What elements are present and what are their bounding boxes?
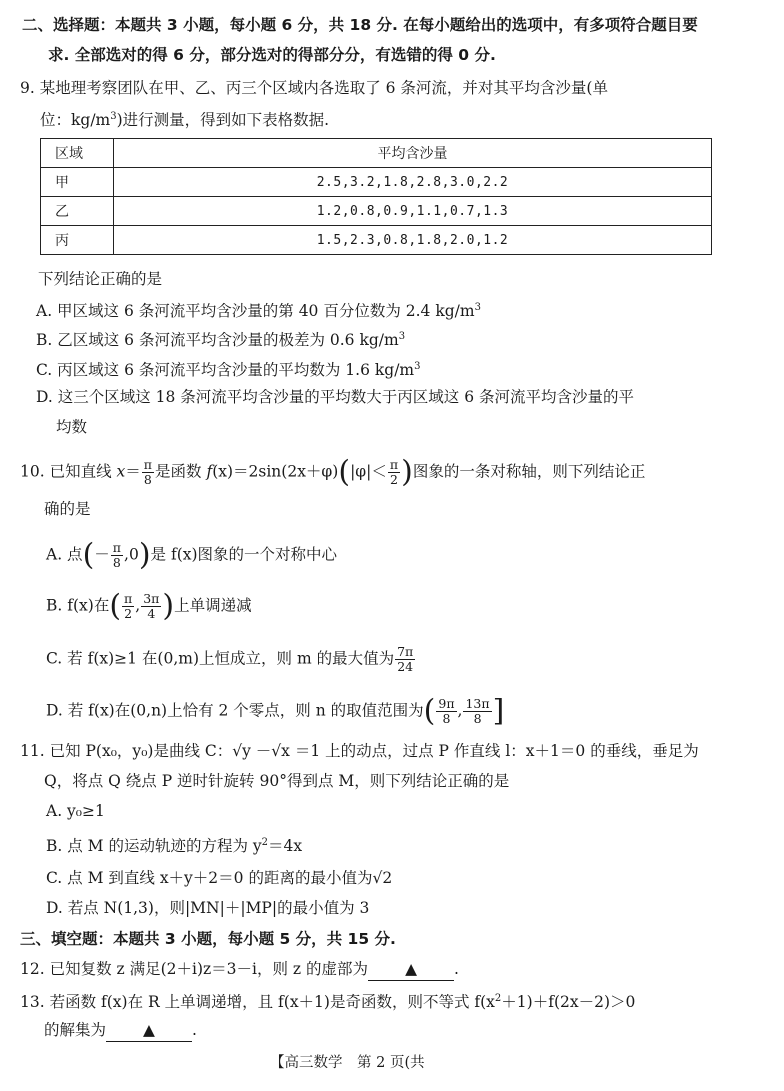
table-row <box>41 168 712 197</box>
q9-stem-line1: 9. 某地理考察团队在甲、乙、丙三个区域内各选取了 6 条河流，并对其平均含沙量(单 <box>20 79 608 97</box>
q9-option-c: C. 丙区域这 6 条河流平均含沙量的平均数为 1.6 $kg/m^3$ <box>36 361 421 380</box>
section3-heading: 三、填空题：本题共 3 小题，每小题 5 分，共 15 分. <box>20 930 396 948</box>
q11-stem-line2: Q，将点 Q 绕点 P 逆时针旋转 90°得到点 M，则下列结论正确的是 <box>44 772 510 790</box>
q10-option-b: B. f(x)在( $\frac{\pi}{2}$ , $\frac{3\pi}{4}$ )上单调递减 <box>46 588 252 624</box>
q9-option-a: A. 甲区域这 6 条河流平均含沙量的第 40 百分位数为 2.4 $kg/m^3$ <box>36 302 481 321</box>
q11-option-c: C. 点 M 到直线 x＋y＋2＝0 的距离的最小值为√2 <box>46 869 393 887</box>
q11-stem-line1: 11. 已知 P(x₀，y₀)是曲线 C：√y －√x ＝1 上的动点，过点 P 作直线 l：x＋1＝0 的垂线，垂足为 <box>20 742 699 760</box>
table-header-sediment: 平均含沙量 <box>114 139 712 168</box>
q11-option-b: B. 点 M 的运动轨迹的方程为 $y^2=4x$ <box>46 837 303 856</box>
q12-stem: 12. 已知复数 z 满足(2＋i)z＝3－i，则 z 的虚部为 ▲ . <box>20 958 459 981</box>
table-cell-values: 1.2,0.8,0.9,1.1,0.7,1.3 <box>114 197 712 226</box>
q9-option-b: B. 乙区域这 6 条河流平均含沙量的极差为 0.6 $kg/m^3$ <box>36 331 406 350</box>
q9-stem-line2: 位：$kg/m^3$)进行测量，得到如下表格数据. <box>40 111 330 130</box>
section2-heading-line2: 求. 全部选对的得 6 分，部分选对的得部分分，有选错的得 0 分. <box>48 46 496 64</box>
q10-stem-line1: 10. 已知直线 x＝ $\frac{\pi}{8}$ 是函数 f(x)＝2sin(2x＋φ)(|φ|＜ $\frac{\pi}{2}$ )图象的一条对称轴，则下列结论正 <box>20 454 646 490</box>
table-row <box>41 226 712 255</box>
q10-option-d: D. 若 f(x)在(0,n)上恰有 2 个零点，则 n 的取值范围为( $\frac{9\pi}{8}$ , $\frac{13\pi}{8}$ ] <box>46 693 505 729</box>
triangle-marker-icon: ▲ <box>405 960 417 978</box>
fraction-13pi-over-8: $\frac{13\pi}{8}$ <box>465 696 490 726</box>
q10-option-a: A. 点(－ $\frac{\pi}{8}$ ,0)是 f(x)图象的一个对称中心 <box>46 537 338 573</box>
q9-question: 下列结论正确的是 <box>38 270 163 288</box>
fraction-9pi-over-8: $\frac{9\pi}{8}$ <box>438 696 455 726</box>
fraction-7pi-over-24: $\frac{7\pi}{24}$ <box>397 644 414 674</box>
page-footer: 【高三数学 第 2 页(共 <box>270 1055 425 1071</box>
section2-heading-line1: 二、选择题：本题共 3 小题，每小题 6 分，共 18 分. 在每小题给出的选项中，有多项符合题目要 <box>22 16 698 34</box>
q9-option-d-line1: D. 这三个区域这 18 条河流平均含沙量的平均数大于丙区域这 6 条河流平均含沙量的平 <box>36 388 635 406</box>
table-cell-region: 乙 <box>41 197 114 226</box>
table-cell-region: 甲 <box>41 168 114 197</box>
answer-blank[interactable] <box>106 1019 192 1042</box>
q9-option-d-line2: 均数 <box>56 418 88 436</box>
table-header-region: 区域 <box>41 139 114 168</box>
table-cell-region: 丙 <box>41 226 114 255</box>
fraction-pi-over-2: $\frac{\pi}{2}$ <box>124 591 133 621</box>
q13-stem-line2: 的解集为 ▲ . <box>44 1019 197 1042</box>
q10-option-c: C. 若 f(x)≥1 在(0,m)上恒成立，则 m 的最大值为 $\frac{7\pi}{24}$ <box>46 644 414 674</box>
fraction-pi-over-8: $\frac{\pi}{8}$ <box>112 540 122 570</box>
q9-data-table <box>40 138 712 255</box>
q11-option-a: A. y₀≥1 <box>46 802 105 820</box>
q11-option-d: D. 若点 N(1,3)，则|MN|＋|MP|的最小值为 3 <box>46 899 370 917</box>
table-header-row <box>41 139 712 168</box>
table-row <box>41 197 712 226</box>
q10-stem-line2: 确的是 <box>44 500 91 518</box>
q13-stem-line1: 13. 若函数 f(x)在 R 上单调递增，且 f(x＋1)是奇函数，则不等式 $f(x^2+1)+f(2x-2)>0$ <box>20 993 636 1012</box>
triangle-marker-icon: ▲ <box>143 1021 155 1039</box>
fraction-pi-over-2: $\frac{\pi}{2}$ <box>389 457 399 487</box>
fraction-3pi-over-4: $\frac{3\pi}{4}$ <box>143 591 160 621</box>
table-cell-values: 2.5,3.2,1.8,2.8,3.0,2.2 <box>114 168 712 197</box>
fraction-pi-over-8: $\frac{\pi}{8}$ <box>143 457 152 487</box>
answer-blank[interactable] <box>368 958 454 981</box>
table-cell-values: 1.5,2.3,0.8,1.8,2.0,1.2 <box>114 226 712 255</box>
